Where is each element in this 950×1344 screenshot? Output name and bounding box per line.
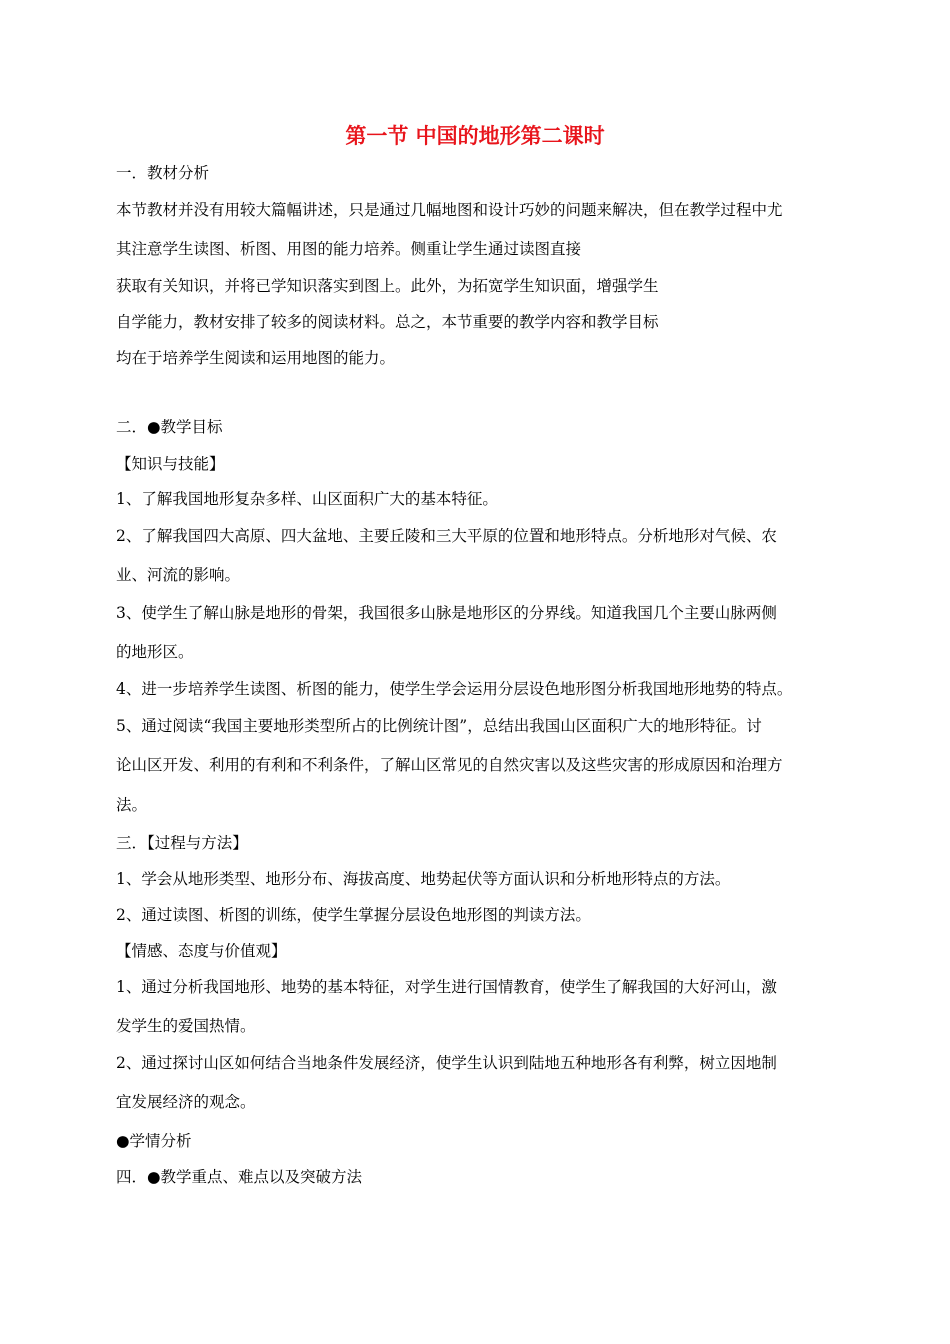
paragraph-line: 获取有关知识，并将已学知识落实到图上。此外，为拓宽学生知识面，增强学生 bbox=[116, 277, 659, 295]
list-item: 2、通过读图、析图的训练，使学生掌握分层设色地形图的判读方法。 bbox=[116, 906, 591, 924]
subheading-knowledge-skills: 【知识与技能】 bbox=[116, 455, 225, 473]
list-item: 1、学会从地形类型、地形分布、海拔高度、地势起伏等方面认识和分析地形特点的方法。 bbox=[116, 870, 731, 888]
section-heading-key-points: 四．●教学重点、难点以及突破方法 bbox=[116, 1168, 363, 1186]
list-item: 1、通过分析我国地形、地势的基本特征，对学生进行国情教育，使学生了解我国的大好河山，激 bbox=[116, 978, 777, 996]
section-heading-teaching-goals: 二．●教学目标 bbox=[116, 418, 223, 436]
paragraph-line: 本节教材并没有用较大篇幅讲述，只是通过几幅地图和设计巧妙的问题来解决，但在教学过程中尤 bbox=[116, 201, 783, 219]
list-item-continuation: 发学生的爱国热情。 bbox=[116, 1017, 256, 1035]
list-item: 1、了解我国地形复杂多样、山区面积广大的基本特征。 bbox=[116, 490, 498, 508]
paragraph-line: 其注意学生读图、析图、用图的能力培养。侧重让学生通过读图直接 bbox=[116, 240, 582, 258]
list-item-continuation: 宜发展经济的观念。 bbox=[116, 1093, 256, 1111]
list-item-continuation: 业、河流的影响。 bbox=[116, 566, 241, 584]
section-heading-learning-analysis: ●学情分析 bbox=[116, 1132, 192, 1150]
paragraph-line: 自学能力，教材安排了较多的阅读材料。总之，本节重要的教学内容和教学目标 bbox=[116, 313, 659, 331]
paragraph-line: 均在于培养学生阅读和运用地图的能力。 bbox=[116, 349, 396, 367]
list-item: 3、使学生了解山脉是地形的骨架，我国很多山脉是地形区的分界线。知道我国几个主要山脉两侧 bbox=[116, 604, 777, 622]
list-item: 5、通过阅读“我国主要地形类型所占的比例统计图”，总结出我国山区面积广大的地形特征。讨 bbox=[116, 717, 762, 735]
section-heading-process-methods: 三．【过程与方法】 bbox=[116, 834, 248, 852]
list-item-continuation: 的地形区。 bbox=[116, 643, 194, 661]
list-item: 4、进一步培养学生读图、析图的能力，使学生学会运用分层设色地形图分析我国地形地势的特点。 bbox=[116, 680, 793, 698]
document-title: 第一节 中国的地形第二课时 bbox=[345, 124, 605, 148]
list-item-continuation: 论山区开发、利用的有利和不利条件，了解山区常见的自然灾害以及这些灾害的形成原因和治理方 bbox=[116, 756, 783, 774]
list-item-continuation: 法。 bbox=[116, 796, 148, 814]
subheading-emotion-attitude-values: 【情感、态度与价值观】 bbox=[116, 942, 287, 960]
section-heading-textbook-analysis: 一．教材分析 bbox=[116, 164, 210, 182]
list-item: 2、了解我国四大高原、四大盆地、主要丘陵和三大平原的位置和地形特点。分析地形对气候、农 bbox=[116, 527, 777, 545]
list-item: 2、通过探讨山区如何结合当地条件发展经济，使学生认识到陆地五种地形各有利弊，树立因地制 bbox=[116, 1054, 777, 1072]
